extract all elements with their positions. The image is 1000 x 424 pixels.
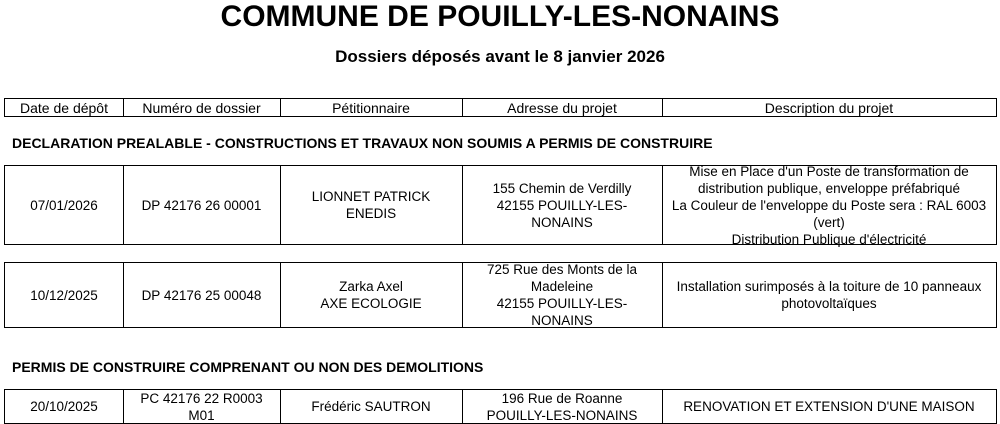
cell-petitionnaire [280, 263, 462, 327]
cell-line: M01 [188, 407, 215, 423]
cell-adresse [462, 263, 662, 327]
table-row [4, 165, 997, 245]
cell-line: (vert) [813, 214, 845, 230]
cell-numero: DP 42176 26 00001 [141, 197, 262, 213]
page-title: COMMUNE DE POUILLY-LES-NONAINS [220, 0, 780, 33]
cell-description [662, 163, 996, 247]
cell-adresse [462, 390, 662, 423]
column-header-petitionnaire: Pétitionnaire [332, 99, 410, 116]
cell-line: Mise en Place d'un Poste de transformation de [689, 163, 969, 179]
table-row [4, 262, 997, 328]
cell-date: 20/10/2025 [30, 399, 98, 414]
cell-line: photovoltaïques [781, 296, 877, 311]
section-heading-permis-de-construire: PERMIS DE CONSTRUIRE COMPRENANT OU NON DES DEMOLITIONS [12, 359, 484, 375]
table-row [4, 389, 997, 424]
column-header-description: Description du projet [764, 99, 894, 116]
cell-description: RENOVATION ET EXTENSION D'UNE MAISON [683, 399, 975, 414]
section-heading-declaration-prealable: DECLARATION PREALABLE - CONSTRUCTIONS ET TRAVAUX NON SOUMIS A PERMIS DE CONSTRUIRE [12, 135, 713, 151]
cell-line: 42155 POUILLY-LES- [496, 296, 628, 311]
column-header-numero: Numéro de dossier [142, 99, 261, 116]
cell-line: Distribution Publique d'électricité [731, 231, 927, 247]
cell-line: AXE ECOLOGIE [320, 296, 422, 311]
cell-numero [123, 390, 280, 423]
cell-description [662, 263, 996, 327]
cell-line: LIONNET PATRICK [311, 189, 431, 204]
cell-line: PC 42176 22 R0003 [140, 390, 263, 406]
cell-line: NONAINS [531, 313, 593, 328]
cell-line: POUILLY-LES-NONAINS [486, 407, 638, 423]
cell-line: distribution publique, enveloppe préfabriqué [698, 180, 960, 196]
cell-numero: DP 42176 25 00048 [141, 287, 262, 303]
column-header-date: Date de dépôt [20, 99, 108, 116]
cell-line: Madeleine [530, 279, 594, 294]
page-subtitle: Dossiers déposés avant le 8 janvier 2026 [335, 47, 665, 66]
cell-line: NONAINS [531, 214, 593, 230]
cell-petitionnaire: Frédéric SAUTRON [311, 399, 431, 414]
cell-petitionnaire [280, 166, 462, 244]
cell-line: 155 Chemin de Verdilly [492, 180, 632, 196]
column-header-adresse: Adresse du projet [507, 99, 617, 116]
cell-line: 196 Rue de Roanne [501, 390, 623, 406]
cell-date: 07/01/2026 [30, 197, 98, 213]
cell-line: Zarka Axel [339, 279, 403, 294]
cell-line: Installation surimposés à la toiture de 10 panneaux [676, 279, 982, 294]
cell-line: ENEDIS [345, 206, 397, 221]
cell-adresse [462, 166, 662, 244]
cell-line: La Couleur de l'enveloppe du Poste sera : RAL 6003 [671, 197, 987, 213]
cell-line: 42155 POUILLY-LES- [496, 197, 628, 213]
cell-line: 725 Rue des Monts de la [486, 262, 638, 277]
table-header [4, 98, 997, 117]
cell-date: 10/12/2025 [30, 287, 98, 303]
